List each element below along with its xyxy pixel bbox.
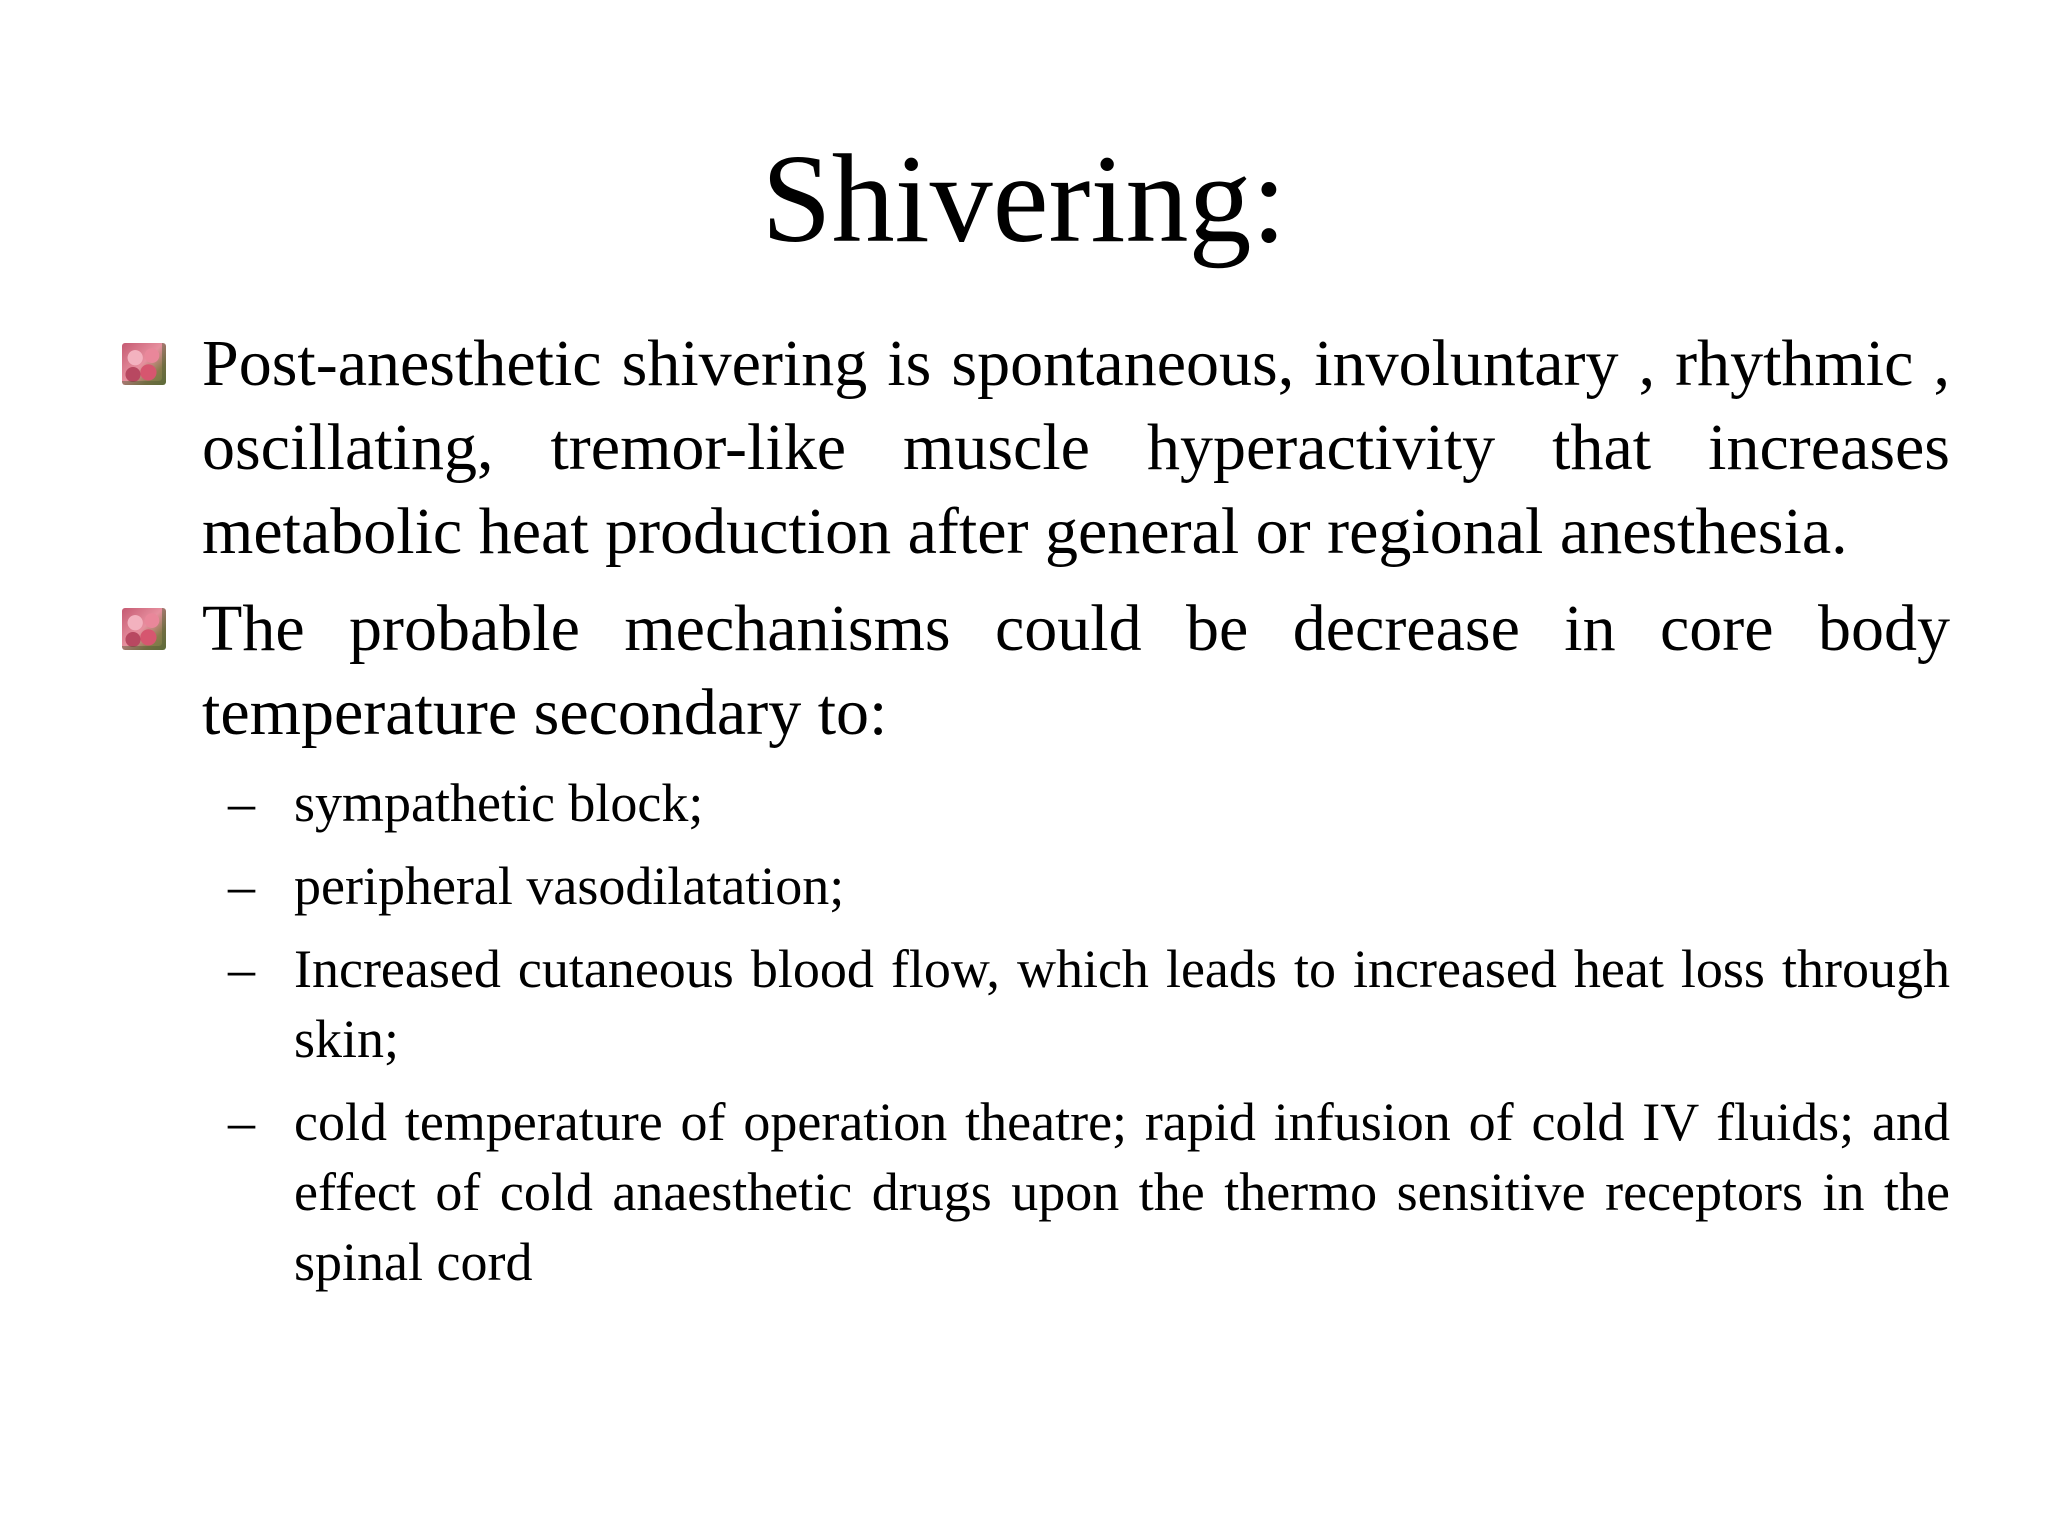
mechanism-item [228,1087,1950,1297]
bullet-item [122,322,1950,574]
mechanism-item [228,851,1950,921]
dash-icon: – [228,773,255,833]
slide-title: Shivering: [761,130,1287,269]
bullet-text: The probable mechanisms could be decrease in core body temperature secondary to: [202,592,1950,749]
bullet-text: Post-anesthetic shivering is spontaneous, involuntary , rhythmic , oscillating, tremor-like muscle hyperactivity that increases metabolic heat production after general or regional anesthesia. [202,327,1950,568]
dash-icon: – [228,856,255,916]
slide-content [122,322,1950,1310]
mechanism-text: sympathetic block; [294,773,704,833]
mechanism-text: cold temperature of operation theatre; rapid infusion of cold IV fluids; and effect of cold anaesthetic drugs upon the thermo sensitive receptors in the spinal cord [294,1092,1950,1292]
bullet-item [122,587,1950,755]
dash-icon: – [228,939,255,999]
mechanism-item [228,768,1950,838]
mechanism-list [122,768,1950,1297]
dash-icon: – [228,1092,255,1152]
flower-bullet-icon [122,343,166,385]
flower-bullet-icon [122,608,166,650]
mechanism-text: Increased cutaneous blood flow, which leads to increased heat loss through skin; [294,939,1950,1069]
mechanism-item [228,934,1950,1074]
mechanism-text: peripheral vasodilatation; [294,856,845,916]
